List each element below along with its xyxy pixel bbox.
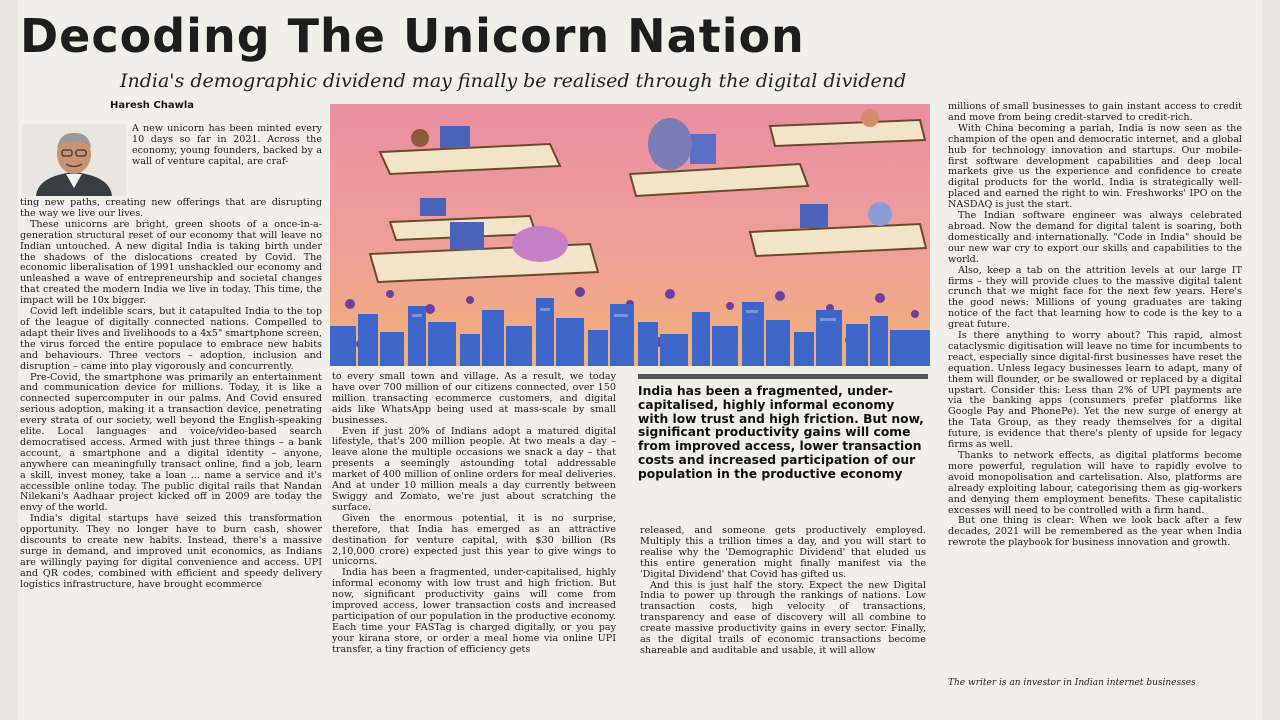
author-footnote: The writer is an investor in Indian internet businesses bbox=[948, 678, 1196, 688]
right-margin-strip bbox=[1262, 0, 1280, 720]
article-column-3: released, and someone gets productively employed. Multiply this a trillion times a day, and you will start to realise why the 'Demographic Dividend' that eluded us this entire generation might finally manifest via the 'Digital Dividend' that Covid has gifted us. And this is just half the story. Expect the new Digital India to power up through the rankings of nations. Low transaction costs, high velocity of transactions, transparency and ease of discovery will all combine to create massive productivity gains in every sector. Finally, as the digital trails of economic transactions become shareable and auditable and usable, it will allow bbox=[640, 526, 926, 656]
article-illustration bbox=[330, 104, 930, 366]
author-portrait bbox=[22, 124, 126, 196]
article-column-1: ting new paths, creating new offerings that are disrupting the way we live our lives. These unicorns are bright, green shoots of a once-in-a-generation structural reset of our economy that will leave no Indian untouched. A new digital India is taking birth under the shadows of the dislocations created by Covid. The economic liberalisation of 1991 unshackled our economy and unleashed a wave of entrepreneurship and societal changes that created the modern India we live in today. This time, the impact will be 10x bigger. Covid left indelible scars, but it catapulted India to the top of the league of digitally connected nations. Compelled to adapt their lives and livelihoods to a 4x5" smartphone screen, the virus forced the entire populace to embrace new habits and behaviours. Three vectors – adoption, inclusion and disruption – came into play vigorously and concurrently. Pre-Covid, the smartphone was primarily an entertainment and communication device for millions. Today, it is like a connected supercomputer in our palms. And Covid ensured serious adoption, making it a transaction device, penetrating every strata of our society, well beyond the English-speaking elite. Local languages and voice/video-based search democratised access. Armed with just three things – a bank account, a smartphone and a digital identity – anyone, anywhere can meaningfully transact online, find a job, learn a skill, invest money, take a loan ... name a service and it's accessible online today. The public digital rails that Nandan Nilekani's Aadhaar project kicked off in 2009 are today the envy of the world. India's digital startups have seized this transformation opportunity. They no longer have to burn cash, shower discounts to create new habits. Instead, there's a massive surge in demand, and improved unit economics, as Indians are willingly paying for digital convenience and access. UPI and QR codes, combined with efficient and speedy delivery logistics infrastructure, have brought ecommerce bbox=[20, 198, 322, 590]
left-margin-strip bbox=[0, 0, 18, 720]
article-column-4: millions of small businesses to gain instant access to credit and move from being credit-starved to credit-rich. With China becoming a pariah, India is now seen as the champion of the open and democratic internet, and a global hub for technology innovation and startups. Our mobile-first software development capabilities and deep local markets give us the experience and confidence to create digital products for the world. India is strategically well-placed and earned the right to win. Freshworks' IPO on the NASDAQ is just the start. The Indian software engineer was always celebrated abroad. Now the demand for digital talent is soaring, both domestically and internationally. "Code in India" should be our new war cry to export our skills and capabilities to the world. Also, keep a tab on the attrition levels at our large IT firms – they will provide clues to the massive digital talent crunch that we might face for the next few years. Here's the good news: Millions of young graduates are taking notice of the fact that learning how to code is the key to a great future. Is there anything to worry about? This rapid, almost cataclysmic digitisation will leave no time for incumbents to react, especially since digital-first businesses have reset the equation. Unless legacy businesses learn to adapt, many of them will flounder, or be swallowed or replaced by a digital upstart. Consider this: Less than 2% of UPI payments are via the banking apps (consumers prefer platforms like Google Pay and PhonePe). Yet the new surge of energy at the Tata Group, as they ready themselves for a digital future, is evidence that there's plenty of upside for legacy firms as well. Thanks to network effects, as digital platforms become more powerful, regulation will have to rapidly evolve to avoid monopolisation and cartelisation. Also, platforms are already exploiting labour, categorising them as gig-workers and denying them employment benefits. These capitalistic excesses will need to be controlled with a firm hand. But one thing is clear: When we look back after a few decades, 2021 will be remembered as the year when India rewrote the playbook for business innovation and growth. bbox=[948, 102, 1242, 549]
article-column-2: to every small town and village. As a result, we today have over 700 million of our citizens connected, over 150 million transacting ecommerce customers, and digital aids like WhatsApp being used at mass-scale by small businesses. Even if just 20% of Indians adopt a matured digital lifestyle, that's 200 million people. At two meals a day – leave alone the multiple occasions we snack a day – that presents a seemingly astounding total addressable market of 400 million of online orders for meal deliveries. And at under 10 million meals a day currently between Swiggy and Zomato, we're just about scratching the surface. Given the enormous potential, it is no surprise, therefore, that India has emerged as an attractive destination for venture capital, with $30 billion (Rs 2,10,000 crore) expected just this year to give wings to unicorns. India has been a fragmented, under-capitalised, highly informal economy with low trust and high friction. But now, significant productivity gains will come from improved access, lower transaction costs and increased participation of our population in the productive economy. Each time your FASTag is charged digitally, or you pay your kirana store, or order a meal home via online UPI transfer, a tiny fraction of efficiency gets bbox=[332, 372, 616, 655]
pull-quote: India has been a fragmented, under-capitalised, highly informal economy with low trust and high friction. But now, significant productivity gains will come from improved access, lower transaction costs and increased participation of our population in the productive economy bbox=[638, 374, 928, 524]
article-intro: A new unicorn has been minted every 10 days so far in 2021. Across the economy, young founders, backed by a wall of venture capital, are craf- bbox=[132, 124, 322, 167]
subheadline: India's demographic dividend may finally be realised through the digital dividend bbox=[120, 70, 907, 92]
headline: Decoding The Unicorn Nation bbox=[20, 9, 805, 63]
byline: Haresh Chawla bbox=[110, 100, 195, 111]
